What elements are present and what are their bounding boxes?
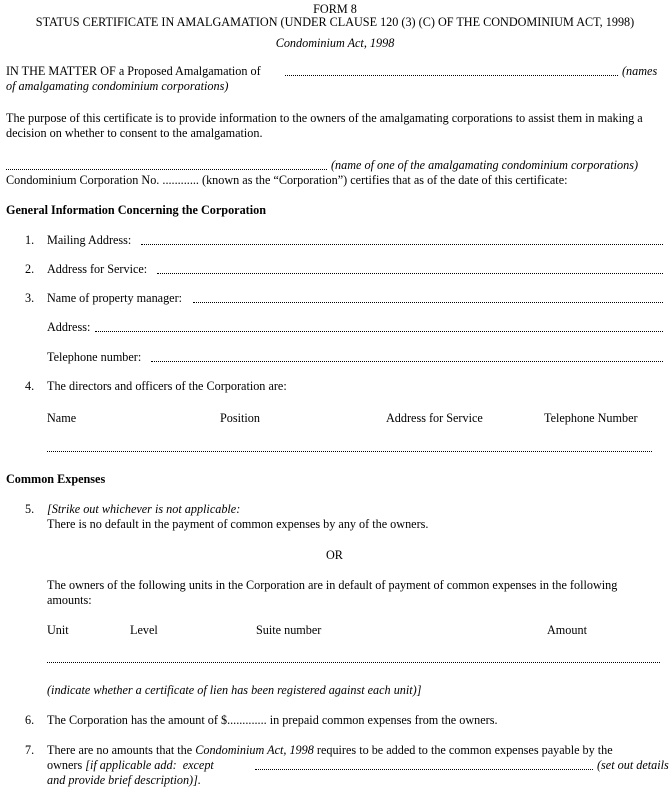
- default-col-amount: Amount: [547, 623, 587, 637]
- item7-except: except: [182, 758, 214, 772]
- item7-details-field[interactable]: [255, 769, 593, 770]
- common-expenses-heading: Common Expenses: [6, 472, 106, 486]
- matter-names-note-cont: of amalgamating condominium corporations): [6, 79, 229, 93]
- item7-line1: [47, 743, 613, 758]
- form-number: FORM 8: [313, 2, 357, 16]
- manager-phone-label: Telephone number:: [47, 350, 142, 364]
- default-entry-field[interactable]: [47, 662, 660, 663]
- directors-col-phone: Telephone Number: [544, 411, 638, 425]
- item-number: 7.: [25, 743, 35, 757]
- directors-col-name: Name: [47, 411, 77, 425]
- strike-out-instruction: [Strike out whichever is not applicable:: [47, 502, 241, 516]
- mailing-address-label: Mailing Address:: [47, 233, 132, 247]
- item7-line2: [47, 758, 214, 773]
- matter-names-note: (names: [622, 64, 658, 78]
- form-title: STATUS CERTIFICATE IN AMALGAMATION (UNDER CLAUSE 120 (3) (C) OF THE CONDOMINIUM ACT, 1998): [35, 15, 635, 29]
- directors-entry-field[interactable]: [47, 451, 652, 452]
- item-number: 4.: [25, 379, 35, 393]
- manager-address-field[interactable]: [95, 331, 663, 332]
- mailing-address-field[interactable]: [141, 244, 663, 245]
- directors-col-position: Position: [220, 411, 260, 425]
- default-statement: The owners of the following units in the Corporation are in default of payment of common expenses in the following amounts:: [47, 578, 618, 607]
- item7-text-a: There are no amounts that the: [47, 743, 193, 757]
- default-col-level: Level: [130, 623, 158, 637]
- manager-phone-field[interactable]: [151, 361, 663, 362]
- item7-text-b: requires to be added to the common expenses payable by the: [316, 743, 613, 757]
- property-manager-field[interactable]: [193, 302, 663, 303]
- purpose-paragraph: The purpose of this certificate is to provide information to the owners of the amalgamating corporations to assist them in making a decision on whether to consent to the amalgamation.: [6, 111, 643, 140]
- item7-act-name: Condominium Act, 1998: [195, 743, 314, 757]
- directors-col-address: Address for Service: [386, 411, 483, 425]
- no-default-statement: There is no default in the payment of common expenses by any of the owners.: [47, 517, 429, 531]
- directors-label: The directors and officers of the Corporation are:: [47, 379, 287, 393]
- item7-owners: owners: [47, 758, 83, 772]
- lien-note: (indicate whether a certificate of lien has been registered against each unit)]: [47, 683, 422, 697]
- general-info-heading: General Information Concerning the Corporation: [6, 203, 266, 217]
- matter-prefix: IN THE MATTER OF a Proposed Amalgamation of: [6, 64, 261, 78]
- corporation-name-note: (name of one of the amalgamating condominium corporations): [331, 158, 639, 172]
- property-manager-label: Name of property manager:: [47, 291, 183, 305]
- address-for-service-label: Address for Service:: [47, 262, 148, 276]
- default-col-suite: Suite number: [256, 623, 322, 637]
- item-number: 2.: [25, 262, 35, 276]
- item-number: 5.: [25, 502, 35, 516]
- manager-address-label: Address:: [47, 320, 91, 334]
- corporation-name-field[interactable]: [6, 169, 327, 170]
- item7-description-note: and provide brief description)].: [47, 773, 201, 787]
- item-number: 3.: [25, 291, 35, 305]
- item7-set-out: (set out details: [597, 758, 669, 772]
- item7-if-applicable: [if applicable add:: [85, 758, 177, 772]
- corporation-number-line: Condominium Corporation No. ............ (known as the “Corporation”) certifies that as of the date of this certificate:: [6, 173, 568, 187]
- form-subtitle: Condominium Act, 1998: [275, 36, 395, 50]
- default-col-unit: Unit: [47, 623, 69, 637]
- item-number: 6.: [25, 713, 35, 727]
- address-for-service-field[interactable]: [157, 273, 663, 274]
- or-separator: OR: [326, 548, 343, 562]
- prepaid-statement: The Corporation has the amount of $............. in prepaid common expenses from the owners.: [47, 713, 498, 727]
- amalgamation-names-field[interactable]: [285, 75, 618, 76]
- item-number: 1.: [25, 233, 35, 247]
